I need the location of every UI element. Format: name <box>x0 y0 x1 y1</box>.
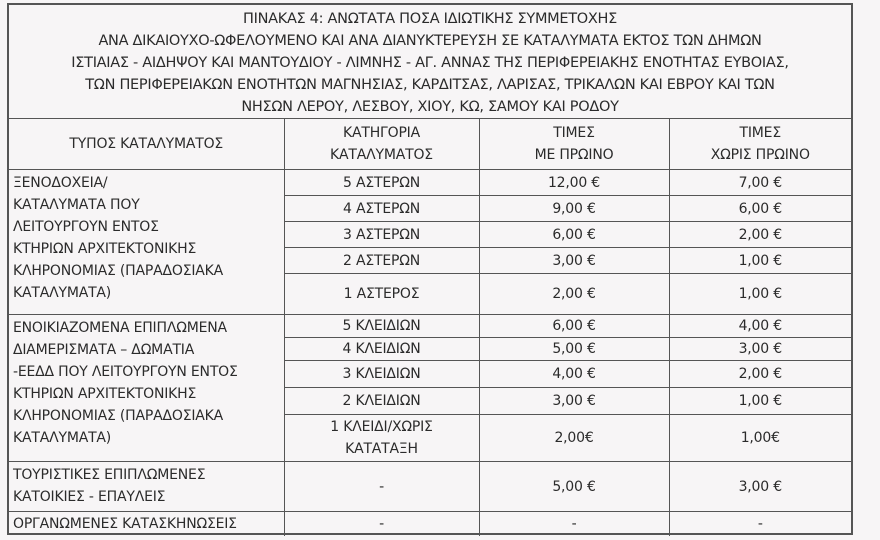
header-category: ΚΑΤΗΓΟΡΙΑ ΚΑΤΑΛΥΜΑΤΟΣ <box>284 119 479 170</box>
price-with-breakfast: 9,00 € <box>479 196 669 222</box>
price-with-breakfast: 5,00 € <box>479 338 669 361</box>
type-cell-villas: ΤΟΥΡΙΣΤΙΚΕΣ ΕΠΙΠΛΩΜΕΝΕΣ ΚΑΤΟΙΚΙΕΣ - ΕΠΑΥΛΕΙΣ <box>9 462 284 512</box>
category-cell: 5 ΑΣΤΕΡΩΝ <box>284 170 479 196</box>
price-with-breakfast: 12,00 € <box>479 170 669 196</box>
category-cell: 1 ΚΛΕΙΔΙ/ΧΩΡΙΣ ΚΑΤΑΤΑΞΗ <box>284 415 479 462</box>
table-row <box>9 170 851 196</box>
type-cell-hotels: ΞΕΝΟΔΟΧΕΙΑ/ ΚΑΤΑΛΥΜΑΤΑ ΠΟΥ ΛΕΙΤΟΥΡΓΟΥΝ ΕΝΤΟΣ ΚΤΗΡΙΩΝ ΑΡΧΙΤΕΚΤΟΝΙΚΗΣ ΚΛΗΡΟΝΟΜΙΑΣ (ΠΑΡΑΔΟΣΙΑΚΑ ΚΑΤΑΛΥΜΑΤΑ) <box>9 170 284 315</box>
price-without-breakfast: 1,00 € <box>669 274 851 315</box>
price-with-breakfast: 3,00 € <box>479 388 669 415</box>
caption-line: ΙΣΤΙΑΙΑΣ - ΑΙΔΗΨΟΥ ΚΑΙ ΜΑΝΤΟΥΔΙΟΥ - ΛΙΜΝΗΣ - ΑΓ. ΑΝΝΑΣ ΤΗΣ ΠΕΡΙΦΕΡΕΙΑΚΗΣ ΕΝΟΤΗΤΑΣ ΕΥΒΟΙΑΣ, <box>71 55 789 71</box>
price-table <box>9 119 851 536</box>
category-cell: - <box>284 512 479 537</box>
category-cell: 2 ΑΣΤΕΡΩΝ <box>284 248 479 274</box>
table-row <box>9 512 851 537</box>
price-with-breakfast: 3,00 € <box>479 248 669 274</box>
price-with-breakfast: 5,00 € <box>479 462 669 512</box>
price-without-breakfast: 2,00 € <box>669 361 851 388</box>
table-row <box>9 462 851 512</box>
price-without-breakfast: 2,00 € <box>669 222 851 248</box>
category-cell: - <box>284 462 479 512</box>
category-cell: 4 ΑΣΤΕΡΩΝ <box>284 196 479 222</box>
price-without-breakfast: 4,00 € <box>669 315 851 338</box>
type-cell-furnished-apartments: ΕΝΟΙΚΙΑΖΟΜΕΝΑ ΕΠΙΠΛΩΜΕΝΑ ΔΙΑΜΕΡΙΣΜΑΤΑ – ΔΩΜΑΤΙΑ -ΕΕΔΔ ΠΟΥ ΛΕΙΤΟΥΡΓΟΥΝ ΕΝΤΟΣ ΚΤΗΡΙΩΝ ΑΡΧΙΤΕΚΤΟΝΙΚΗΣ ΚΛΗΡΟΝΟΜΙΑΣ (ΠΑΡΑΔΟΣΙΑΚΑ ΚΑΤΑΛΥΜΑΤΑ) <box>9 315 284 462</box>
category-cell: 2 ΚΛΕΙΔΙΩΝ <box>284 388 479 415</box>
price-without-breakfast: 1,00 € <box>669 248 851 274</box>
category-cell: 5 ΚΛΕΙΔΙΩΝ <box>284 315 479 338</box>
price-table-frame <box>7 3 853 535</box>
price-without-breakfast: 1,00€ <box>669 415 851 462</box>
category-cell: 1 ΑΣΤΕΡΟΣ <box>284 274 479 315</box>
price-with-breakfast: 6,00 € <box>479 222 669 248</box>
table-caption <box>9 5 851 119</box>
header-type: ΤΥΠΟΣ ΚΑΤΑΛΥΜΑΤΟΣ <box>9 119 284 170</box>
category-cell: 3 ΚΛΕΙΔΙΩΝ <box>284 361 479 388</box>
table-row <box>9 315 851 338</box>
caption-line: ΠΙΝΑΚΑΣ 4: ΑΝΩΤΑΤΑ ΠΟΣΑ ΙΔΙΩΤΙΚΗΣ ΣΥΜΜΕΤΟΧΗΣ <box>242 11 618 27</box>
category-cell: 3 ΑΣΤΕΡΩΝ <box>284 222 479 248</box>
price-without-breakfast: 7,00 € <box>669 170 851 196</box>
price-without-breakfast: - <box>669 512 851 537</box>
price-without-breakfast: 6,00 € <box>669 196 851 222</box>
header-without-breakfast: ΤΙΜΕΣ ΧΩΡΙΣ ΠΡΩΙΝΟ <box>669 119 851 170</box>
header-row <box>9 119 851 170</box>
category-cell: 4 ΚΛΕΙΔΙΩΝ <box>284 338 479 361</box>
price-without-breakfast: 3,00 € <box>669 338 851 361</box>
caption-line: ΑΝΑ ΔΙΚΑΙΟΥΧΟ-ΩΦΕΛΟΥΜΕΝΟ ΚΑΙ ΑΝΑ ΔΙΑΝΥΚΤΕΡΕΥΣΗ ΣΕ ΚΑΤΑΛΥΜΑΤΑ ΕΚΤΟΣ ΤΩΝ ΔΗΜΩΝ <box>98 33 762 49</box>
caption-line: ΝΗΣΩΝ ΛΕΡΟΥ, ΛΕΣΒΟΥ, ΧΙΟΥ, ΚΩ, ΣΑΜΟΥ ΚΑΙ ΡΟΔΟΥ <box>241 99 619 115</box>
price-without-breakfast: 1,00 € <box>669 388 851 415</box>
type-cell-campsites: ΟΡΓΑΝΩΜΕΝΕΣ ΚΑΤΑΣΚΗΝΩΣΕΙΣ <box>9 512 284 537</box>
price-with-breakfast: - <box>479 512 669 537</box>
price-with-breakfast: 2,00 € <box>479 274 669 315</box>
header-with-breakfast: ΤΙΜΕΣ ΜΕ ΠΡΩΙΝΟ <box>479 119 669 170</box>
price-with-breakfast: 2,00€ <box>479 415 669 462</box>
price-with-breakfast: 4,00 € <box>479 361 669 388</box>
price-with-breakfast: 6,00 € <box>479 315 669 338</box>
price-without-breakfast: 3,00 € <box>669 462 851 512</box>
caption-line: ΤΩΝ ΠΕΡΙΦΕΡΕΙΑΚΩΝ ΕΝΟΤΗΤΩΝ ΜΑΓΝΗΣΙΑΣ, ΚΑΡΔΙΤΣΑΣ, ΛΑΡΙΣΑΣ, ΤΡΙΚΑΛΩΝ ΚΑΙ ΕΒΡΟΥ ΚΑΙ ΤΩΝ <box>85 77 775 93</box>
